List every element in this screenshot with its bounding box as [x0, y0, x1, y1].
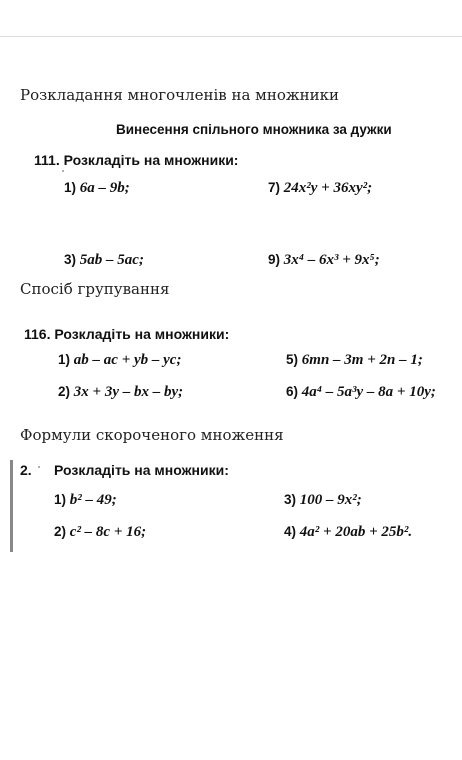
item-expression: 24x²y + 36xy²; [283, 180, 373, 196]
exercise-item [284, 492, 362, 509]
item-expression: 6a – 9b; [79, 180, 130, 196]
exercise-item [54, 492, 117, 509]
exercise-item [58, 384, 183, 401]
item-expression: 5ab – 5ac; [79, 252, 144, 268]
item-expression: 3x⁴ – 6x³ + 9x⁵; [283, 252, 380, 268]
item-number: 3) [284, 492, 297, 507]
item-number: 6) [286, 384, 299, 399]
block-subheading: Винесення спільного множника за дужки [116, 122, 392, 137]
exercise-item [268, 180, 372, 197]
item-expression: 100 – 9x²; [299, 492, 362, 508]
item-number: 2) [58, 384, 71, 399]
task-heading: 116. Розкладіть на множники: [24, 326, 230, 342]
item-number: 2) [54, 524, 67, 539]
exercise-item [64, 180, 130, 197]
item-expression: 4a² + 20ab + 25b². [299, 524, 413, 540]
exercise-item [54, 524, 146, 541]
task-number: 2. [20, 462, 32, 478]
exercise-item [268, 252, 380, 269]
item-number: 4) [284, 524, 297, 539]
section-title-factoring: Розкладання многочленів на множники [20, 86, 340, 104]
section-title-short-formulas: Формули скороченого множення [20, 426, 284, 444]
exercise-item [286, 384, 436, 401]
item-number: 3) [64, 252, 77, 267]
top-divider [0, 36, 462, 37]
item-expression: ab – ac + yb – yc; [73, 352, 182, 368]
item-number: 7) [268, 180, 281, 195]
item-number: 1) [58, 352, 71, 367]
margin-bar [10, 460, 13, 552]
task-heading: 111. Розкладіть на множники: [34, 152, 239, 168]
exercise-item [284, 524, 412, 541]
scan-speck [62, 170, 64, 172]
item-expression: 3x + 3y – bx – by; [73, 384, 184, 400]
item-number: 9) [268, 252, 281, 267]
item-expression: 6mn – 3m + 2n – 1; [301, 352, 423, 368]
item-number: 5) [286, 352, 299, 367]
section-title-grouping: Спосіб групування [20, 280, 170, 298]
exercise-item [64, 252, 144, 269]
item-number: 1) [64, 180, 77, 195]
task-heading: Розкладіть на множники: [54, 462, 229, 478]
item-expression: 4a⁴ – 5a³y – 8a + 10y; [301, 384, 436, 400]
exercise-item [286, 352, 423, 369]
exercise-item [58, 352, 181, 369]
item-expression: c² – 8c + 16; [69, 524, 147, 540]
scan-speck [38, 466, 40, 468]
item-number: 1) [54, 492, 67, 507]
item-expression: b² – 49; [69, 492, 117, 508]
